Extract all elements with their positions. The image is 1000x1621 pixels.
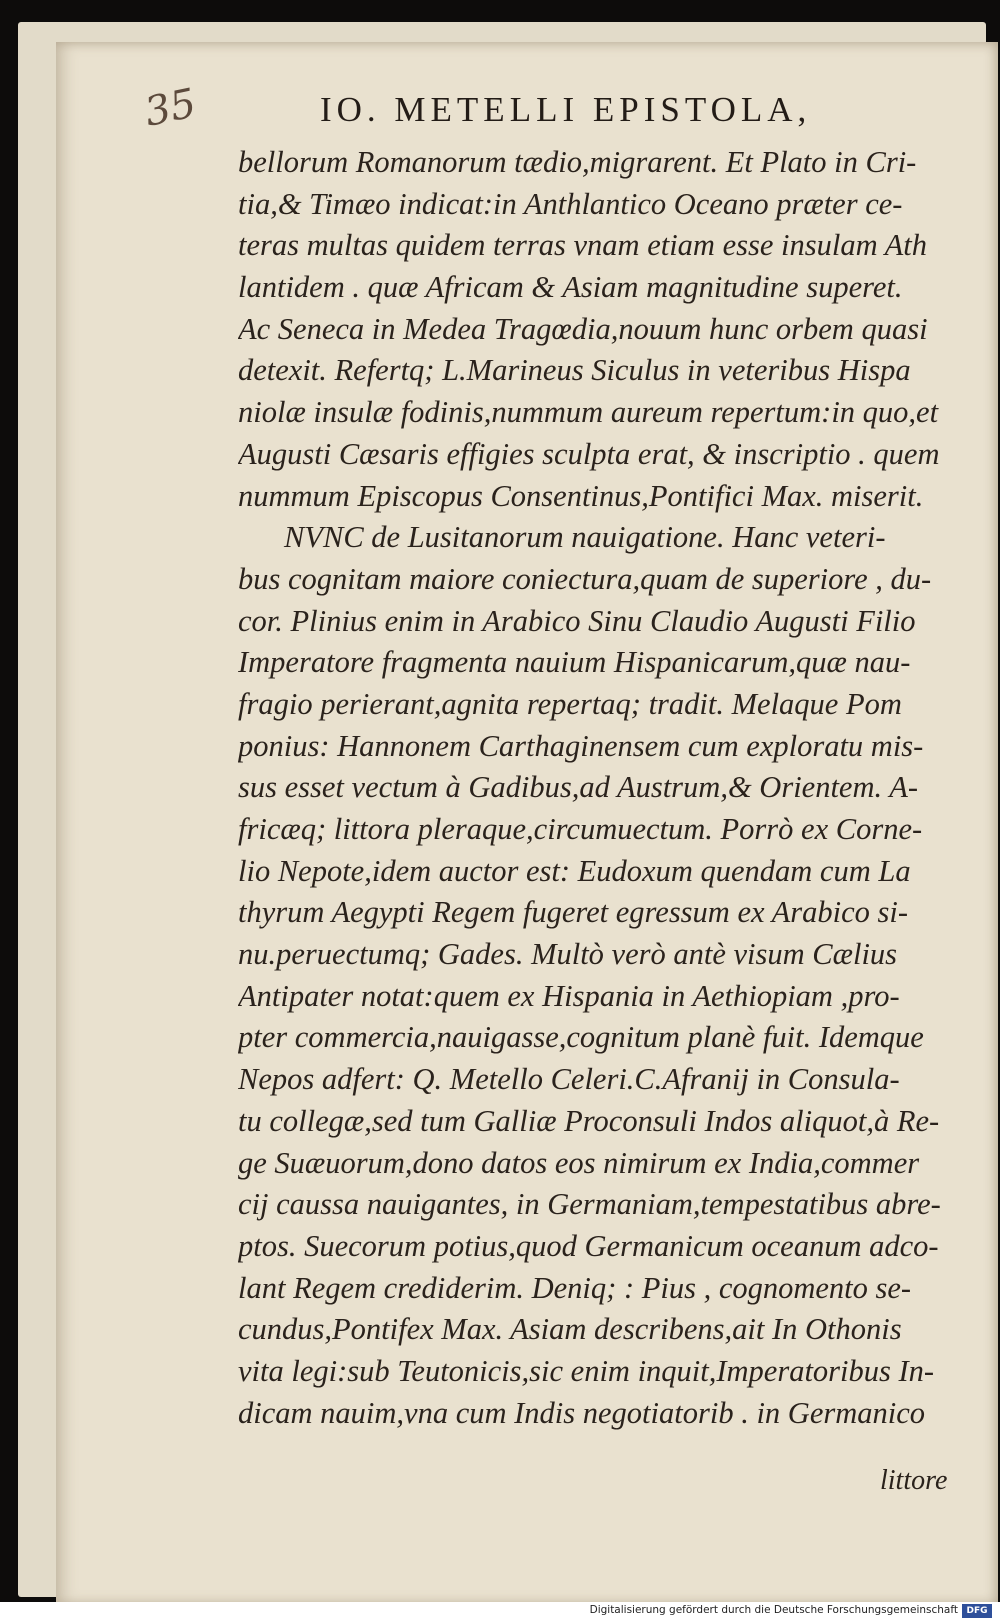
text-line: ponius: Hannonem Carthaginensem cum exploratu mis- xyxy=(238,728,924,763)
text-line: nummum Episcopus Consentinus,Pontifici Max. miserit. xyxy=(238,478,924,513)
text-line: nu.peruectumq; Gades. Multò verò antè visum Cælius xyxy=(238,937,898,972)
text-line: bus cognitam maiore coniectura,quam de superiore , du- xyxy=(238,561,932,596)
text-line: bellorum Romanorum tædio,migrarent. Et Plato in Cri- xyxy=(238,145,917,179)
text-line: tia,& Timæo indicat:in Anthlantico Oceano præter ce- xyxy=(238,186,903,221)
text-line: lant Regem crediderim. Deniq; : Pius , cognomento se- xyxy=(238,1270,912,1305)
catchword: littore xyxy=(880,1465,948,1496)
running-header: IO. METELLI EPISTOLA, xyxy=(320,90,812,129)
text-line: Antipater notat:quem ex Hispania in Aethiopiam ,pro- xyxy=(238,978,900,1013)
text-line: Nepos adfert: Q. Metello Celeri.C.Afranij in Consula- xyxy=(238,1062,900,1097)
page-body-text xyxy=(238,142,968,1434)
text-line: cor. Plinius enim in Arabico Sinu Claudio Augusti Filio xyxy=(238,603,916,638)
text-line: fricæq; littora pleraque,circumuectum. Porrò ex Corne- xyxy=(238,812,923,846)
text-line: Augusti Cæsaris effigies sculpta erat, & inscriptio . quem xyxy=(238,436,940,471)
text-line: cij caussa nauigantes, in Germaniam,tempestatibus abre- xyxy=(238,1187,941,1222)
text-line: dicam nauim,vna cum Indis negotiatorib . in Germanico xyxy=(238,1395,926,1430)
footer-bar xyxy=(0,1602,1000,1621)
text-line: vita legi:sub Teutonicis,sic enim inquit,Imperatoribus In- xyxy=(238,1353,935,1388)
text-line: cundus,Pontifex Max. Asiam describens,ait In Othonis xyxy=(238,1312,902,1347)
text-line: pter commercia,nauigasse,cognitum planè fuit. Idemque xyxy=(238,1020,924,1055)
text-line: tu collegæ,sed tum Galliæ Proconsuli Indos aliquot,à Re- xyxy=(238,1103,940,1138)
text-line: niolæ insulæ fodinis,nummum aureum repertum:in quo,et xyxy=(238,395,939,430)
text-line: thyrum Aegypti Regem fugeret egressum ex Arabico si- xyxy=(238,895,908,930)
text-line: Imperatore fragmenta nauium Hispanicarum,quæ nau- xyxy=(238,645,911,680)
footer-credit: Digitalisierung gefördert durch die Deutsche Forschungsgemeinschaft xyxy=(589,1604,958,1616)
text-line: lio Nepote,idem auctor est: Eudoxum quendam cum La xyxy=(238,853,911,888)
text-line: lantidem . quæ Africam & Asiam magnitudine superet. xyxy=(238,270,903,305)
text-line: Ac Seneca in Medea Tragœdia,nouum hunc orbem quasi xyxy=(238,311,928,346)
folio-number: 35 xyxy=(140,80,201,136)
text-line: teras multas quidem terras vnam etiam esse insulam Ath xyxy=(238,228,928,263)
text-line: NVNC de Lusitanorum nauigatione. Hanc veteri- xyxy=(284,520,886,555)
text-line: ge Suæuorum,dono datos eos nimirum ex India,commer xyxy=(238,1145,920,1180)
text-line: sus esset vectum à Gadibus,ad Austrum,& Orientem. A- xyxy=(238,770,918,805)
text-line: detexit. Refertq; L.Marineus Siculus in veteribus Hispa xyxy=(238,353,911,388)
dfg-logo-icon: DFG xyxy=(962,1604,992,1618)
text-line: fragio perierant,agnita repertaq; tradit. Melaque Pom xyxy=(238,686,902,721)
text-line: ptos. Suecorum potius,quod Germanicum oceanum adco- xyxy=(238,1228,939,1263)
